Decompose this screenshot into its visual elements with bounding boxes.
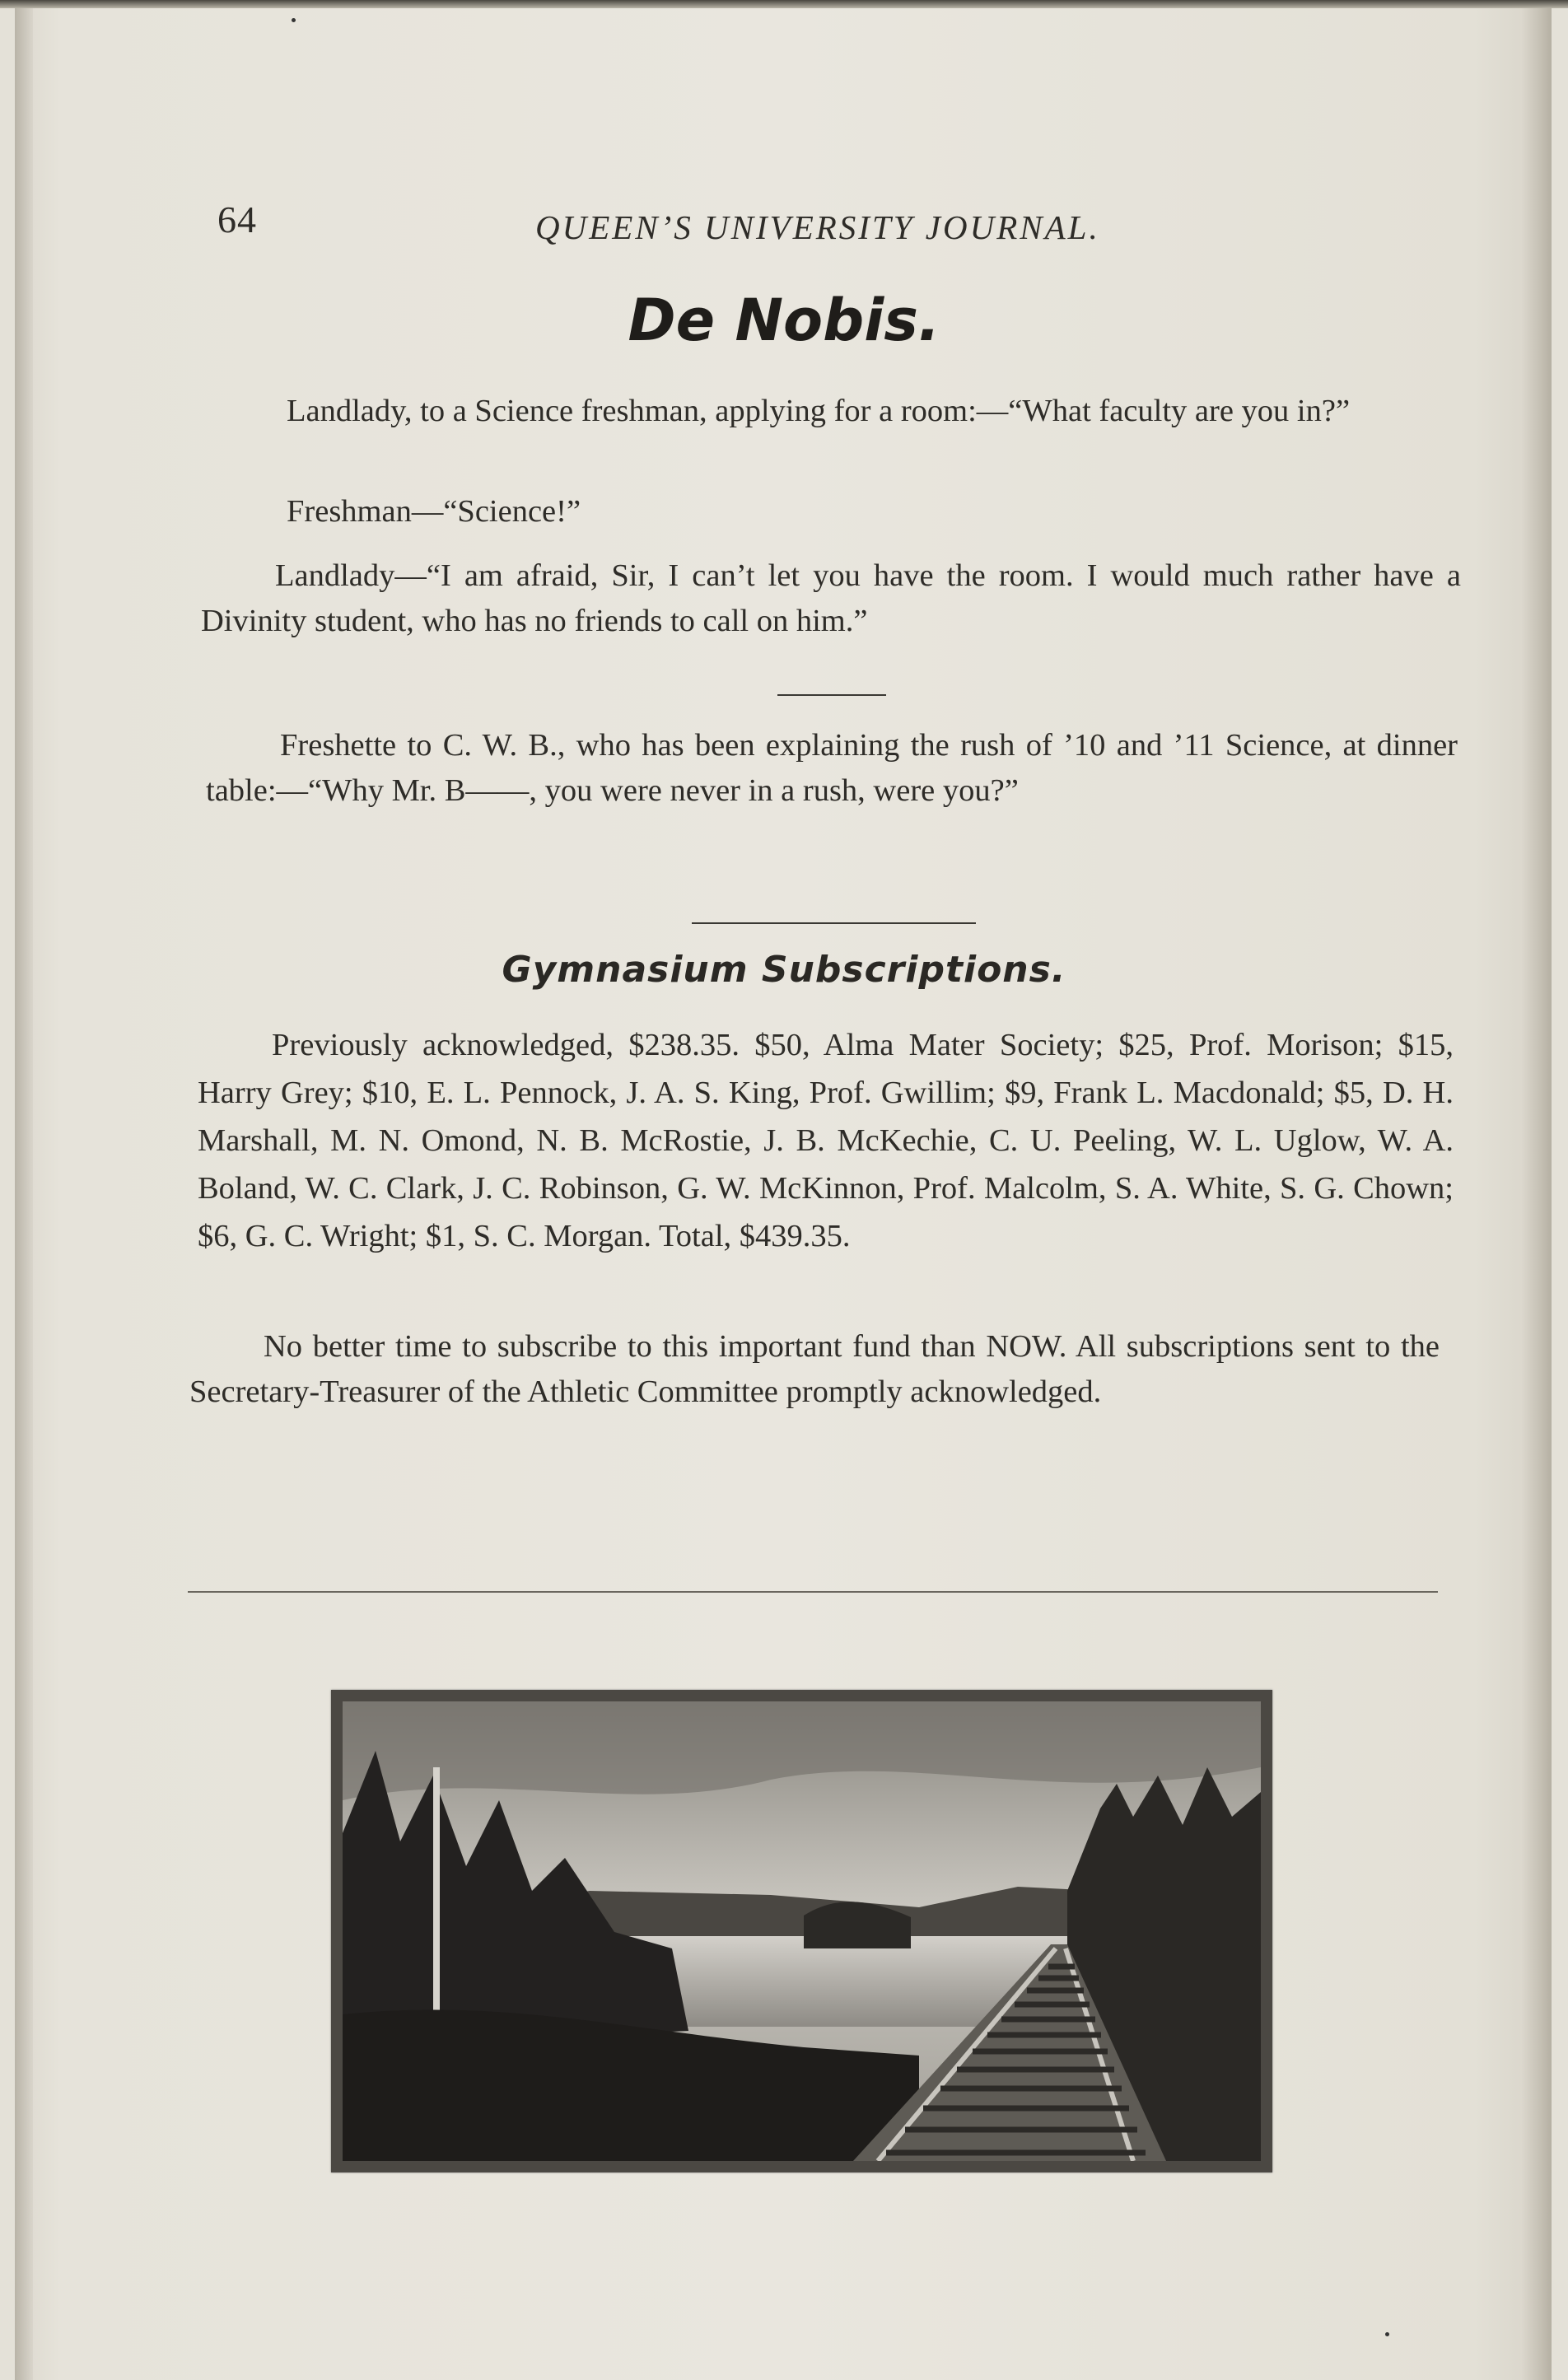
- joke-paragraph-1: Landlady, to a Science freshman, applying for a room:—“What faculty are you in?”: [287, 394, 1351, 428]
- separator-rule: [188, 1591, 1438, 1593]
- page-spine-shadow: [15, 0, 33, 2380]
- page-number: 64: [217, 198, 257, 240]
- separator-rule: [692, 922, 976, 924]
- section-title: De Nobis.: [628, 287, 940, 354]
- running-head: QUEEN’S UNIVERSITY JOURNAL.: [535, 208, 1100, 246]
- separator-rule: [777, 694, 886, 696]
- paper-speck: [1385, 2332, 1389, 2336]
- joke-paragraph-4: Freshette to C. W. B., who has been explaining the rush of ’10 and ’11 Science, at dinner table:—“Why Mr. B——, you were never in a rush, were you?”: [206, 728, 1458, 808]
- lake-railway-photo: [331, 1690, 1272, 2172]
- book-top-edge: [0, 0, 1568, 8]
- gymnasium-heading: Gymnasium Subscriptions.: [502, 949, 1066, 991]
- subscription-list: Previously acknowledged, $238.35. $50, Alma Mater Society; $25, Prof. Morison; $15, Harry Grey; $10, E. L. Pennock, J. A. S. King, Prof. Gwillim; $9, Frank L. Macdonald; $5, D. H. Marshall, M. N. Omond, N. B. McRostie, J. B. McKechie, C. U. Peeling, W. L. Uglow, W. A. Boland, W. C. Clark, J. C. Robinson, G. W. McKinnon, Prof. Malcolm, S. A. White, S. G. Chown; $6, G. C. Wright; $1, S. C. Morgan. Total, $439.35.: [198, 1028, 1454, 1253]
- subscription-notice: No better time to subscribe to this important fund than NOW. All subscriptions sent to the Secretary-Treasurer of the Athletic Committee promptly acknowledged.: [189, 1329, 1440, 1409]
- joke-paragraph-2: Freshman—“Science!”: [287, 494, 581, 529]
- paper-speck: [292, 18, 296, 22]
- joke-paragraph-3: Landlady—“I am afraid, Sir, I can’t let you have the room. I would much rather have a Divinity student, who has no friends to call on him.”: [201, 558, 1461, 638]
- page-edge: [1520, 0, 1552, 2380]
- landscape-image: [343, 1701, 1261, 2161]
